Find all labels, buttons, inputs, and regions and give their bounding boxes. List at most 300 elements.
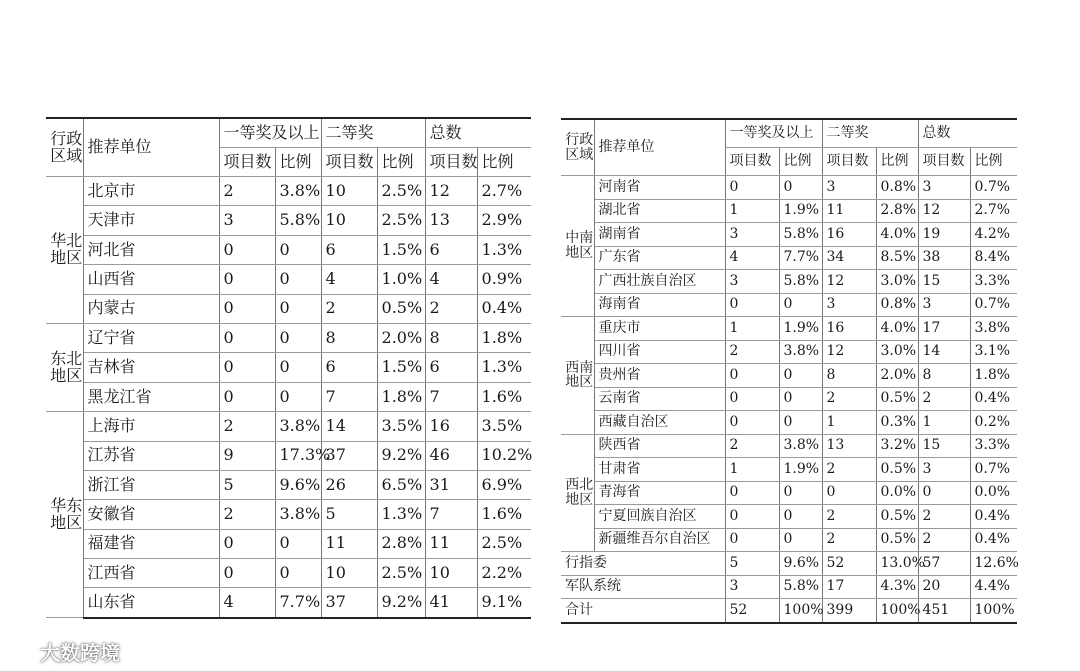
unit-cell: 河北省: [83, 235, 219, 264]
unit-cell: 云南省: [594, 387, 725, 411]
second-count-cell: 0: [822, 481, 876, 505]
total-count-cell: 7: [425, 382, 477, 411]
subheader-ratio: 比例: [876, 148, 918, 176]
first-count-cell: 0: [219, 559, 275, 588]
total-count-cell: 46: [425, 441, 477, 470]
unit-cell: 天津市: [83, 206, 219, 235]
first-ratio-cell: 5.8%: [779, 575, 822, 599]
first-count-cell: 2: [219, 177, 275, 206]
subheader-count: 项目数: [219, 148, 275, 177]
second-ratio-cell: 6.5%: [377, 470, 425, 499]
total-ratio-cell: 0.0%: [970, 481, 1017, 505]
table-row: [561, 223, 1017, 247]
first-count-cell: 2: [219, 500, 275, 529]
unit-cell: 上海市: [83, 412, 219, 441]
total-ratio-cell: 3.3%: [970, 434, 1017, 458]
summary-row: [561, 575, 1017, 599]
second-count-cell: 4: [321, 265, 377, 294]
unit-cell: 湖北省: [594, 199, 725, 223]
region-cell: [46, 177, 83, 324]
unit-cell: 广西壮族自治区: [594, 270, 725, 294]
first-count-cell: 3: [725, 575, 779, 599]
first-ratio-cell: 1.9%: [779, 317, 822, 341]
region-cell: [561, 434, 594, 552]
first-count-cell: 0: [219, 235, 275, 264]
second-count-cell: 2: [822, 505, 876, 529]
first-ratio-cell: 0: [779, 293, 822, 317]
second-ratio-cell: 0.3%: [876, 411, 918, 435]
first-count-cell: 4: [725, 246, 779, 270]
first-count-cell: 0: [219, 323, 275, 352]
second-count-cell: 1: [822, 411, 876, 435]
subheader-ratio: 比例: [275, 148, 321, 177]
table-row: [46, 412, 531, 441]
second-count-cell: 12: [822, 270, 876, 294]
table-row: [561, 317, 1017, 341]
unit-cell: 重庆市: [594, 317, 725, 341]
second-ratio-cell: 8.5%: [876, 246, 918, 270]
first-count-cell: 0: [219, 529, 275, 558]
second-ratio-cell: 1.0%: [377, 265, 425, 294]
first-ratio-cell: 17.3%: [275, 441, 321, 470]
second-count-cell: 8: [321, 323, 377, 352]
second-count-cell: 5: [321, 500, 377, 529]
total-ratio-cell: 1.3%: [477, 353, 531, 382]
unit-cell: 广东省: [594, 246, 725, 270]
total-count-cell: 15: [918, 270, 970, 294]
second-ratio-cell: 1.8%: [377, 382, 425, 411]
unit-cell: 宁夏回族自治区: [594, 505, 725, 529]
unit-cell: 河南省: [594, 176, 725, 200]
total-ratio-cell: 0.2%: [970, 411, 1017, 435]
first-ratio-cell: 7.7%: [779, 246, 822, 270]
total-ratio-cell: 1.6%: [477, 382, 531, 411]
table-row: [561, 481, 1017, 505]
second-count-cell: 399: [822, 599, 876, 623]
table-row: [46, 206, 531, 235]
table-row: [46, 177, 531, 206]
subheader-ratio: 比例: [970, 148, 1017, 176]
second-count-cell: 7: [321, 382, 377, 411]
total-count-cell: 12: [918, 199, 970, 223]
second-ratio-cell: 2.8%: [377, 529, 425, 558]
total-count-cell: 13: [425, 206, 477, 235]
second-count-cell: 3: [822, 176, 876, 200]
total-ratio-cell: 1.8%: [477, 323, 531, 352]
second-count-cell: 6: [321, 353, 377, 382]
region-label: 华北地区: [50, 231, 83, 267]
unit-cell: 福建省: [83, 529, 219, 558]
first-count-cell: 0: [219, 265, 275, 294]
unit-cell: 江苏省: [83, 441, 219, 470]
second-count-cell: 11: [822, 199, 876, 223]
second-ratio-cell: 3.0%: [876, 270, 918, 294]
subheader-count: 项目数: [822, 148, 876, 176]
left-table-body: [46, 118, 531, 618]
first-count-cell: 5: [725, 552, 779, 576]
second-count-cell: 10: [321, 206, 377, 235]
total-count-cell: 12: [425, 177, 477, 206]
table-row: [46, 441, 531, 470]
unit-cell: 山东省: [83, 588, 219, 618]
header-unit: 推荐单位: [83, 118, 219, 177]
first-count-cell: 4: [219, 588, 275, 618]
unit-cell: 合计: [561, 599, 725, 623]
table-row: [46, 265, 531, 294]
first-count-cell: 5: [219, 470, 275, 499]
second-count-cell: 16: [822, 223, 876, 247]
first-ratio-cell: 0: [275, 265, 321, 294]
region-label: 西北地区: [565, 477, 594, 508]
subheader-ratio: 比例: [477, 148, 531, 177]
unit-cell: 山西省: [83, 265, 219, 294]
second-ratio-cell: 2.5%: [377, 559, 425, 588]
total-ratio-cell: 0.9%: [477, 265, 531, 294]
first-count-cell: 3: [725, 223, 779, 247]
header-second-prize: 二等奖: [321, 118, 425, 148]
total-count-cell: 19: [918, 223, 970, 247]
total-count-cell: 8: [425, 323, 477, 352]
second-ratio-cell: 0.0%: [876, 481, 918, 505]
second-count-cell: 3: [822, 293, 876, 317]
unit-cell: 四川省: [594, 340, 725, 364]
total-count-cell: 57: [918, 552, 970, 576]
first-ratio-cell: 3.8%: [779, 434, 822, 458]
table-row: [561, 293, 1017, 317]
second-count-cell: 6: [321, 235, 377, 264]
unit-cell: 陕西省: [594, 434, 725, 458]
total-count-cell: 6: [425, 353, 477, 382]
summary-row: [561, 599, 1017, 623]
second-ratio-cell: 1.3%: [377, 500, 425, 529]
region-cell: [46, 412, 83, 618]
total-ratio-cell: 6.9%: [477, 470, 531, 499]
table-row: [561, 270, 1017, 294]
unit-cell: 军队系统: [561, 575, 725, 599]
first-count-cell: 2: [725, 434, 779, 458]
table-row: [46, 470, 531, 499]
total-count-cell: 3: [918, 176, 970, 200]
first-ratio-cell: 7.7%: [275, 588, 321, 618]
unit-cell: 安徽省: [83, 500, 219, 529]
total-count-cell: 7: [425, 500, 477, 529]
second-ratio-cell: 0.5%: [876, 528, 918, 552]
watermark: [6, 636, 120, 666]
second-ratio-cell: 2.5%: [377, 177, 425, 206]
table-row: [46, 235, 531, 264]
total-count-cell: 17: [918, 317, 970, 341]
first-ratio-cell: 0: [779, 481, 822, 505]
unit-cell: 甘肃省: [594, 458, 725, 482]
subheader-count: 项目数: [725, 148, 779, 176]
first-ratio-cell: 3.8%: [779, 340, 822, 364]
total-count-cell: 3: [918, 293, 970, 317]
table-row: [561, 528, 1017, 552]
total-count-cell: 31: [425, 470, 477, 499]
table-row: [561, 246, 1017, 270]
first-ratio-cell: 0: [275, 382, 321, 411]
unit-cell: 吉林省: [83, 353, 219, 382]
watermark-logo-icon: [6, 639, 36, 663]
unit-cell: 浙江省: [83, 470, 219, 499]
first-count-cell: 1: [725, 199, 779, 223]
total-ratio-cell: 0.7%: [970, 176, 1017, 200]
total-ratio-cell: 2.7%: [477, 177, 531, 206]
total-ratio-cell: 3.8%: [970, 317, 1017, 341]
total-ratio-cell: 8.4%: [970, 246, 1017, 270]
second-ratio-cell: 0.5%: [377, 294, 425, 323]
second-ratio-cell: 3.0%: [876, 340, 918, 364]
total-ratio-cell: 0.4%: [970, 505, 1017, 529]
first-count-cell: 0: [219, 353, 275, 382]
second-ratio-cell: 4.3%: [876, 575, 918, 599]
header-total: 总数: [425, 118, 531, 148]
total-count-cell: 4: [425, 265, 477, 294]
first-ratio-cell: 5.8%: [779, 223, 822, 247]
first-ratio-cell: 0: [779, 387, 822, 411]
unit-cell: 西藏自治区: [594, 411, 725, 435]
second-ratio-cell: 2.5%: [377, 206, 425, 235]
first-ratio-cell: 5.8%: [779, 270, 822, 294]
first-ratio-cell: 0: [779, 528, 822, 552]
table-row: [561, 176, 1017, 200]
unit-cell: 行指委: [561, 552, 725, 576]
header-region: 行政区域: [46, 118, 83, 177]
total-ratio-cell: 1.3%: [477, 235, 531, 264]
unit-cell: 青海省: [594, 481, 725, 505]
total-count-cell: 41: [425, 588, 477, 618]
second-count-cell: 2: [822, 528, 876, 552]
unit-cell: 内蒙古: [83, 294, 219, 323]
total-ratio-cell: 12.6%: [970, 552, 1017, 576]
first-count-cell: 3: [219, 206, 275, 235]
first-ratio-cell: 100%: [779, 599, 822, 623]
first-count-cell: 2: [219, 412, 275, 441]
table-row: [561, 387, 1017, 411]
subheader-count: 项目数: [321, 148, 377, 177]
first-ratio-cell: 1.9%: [779, 458, 822, 482]
first-count-cell: 2: [725, 340, 779, 364]
first-ratio-cell: 3.8%: [275, 412, 321, 441]
unit-cell: 贵州省: [594, 364, 725, 388]
table-row: [46, 382, 531, 411]
second-ratio-cell: 0.8%: [876, 176, 918, 200]
table-row: [561, 364, 1017, 388]
total-count-cell: 6: [425, 235, 477, 264]
second-count-cell: 16: [822, 317, 876, 341]
second-ratio-cell: 100%: [876, 599, 918, 623]
summary-row: [561, 552, 1017, 576]
right-table-body: [561, 119, 1017, 623]
header-total: 总数: [918, 119, 1017, 148]
first-count-cell: 0: [725, 364, 779, 388]
total-ratio-cell: 0.4%: [477, 294, 531, 323]
total-ratio-cell: 0.4%: [970, 387, 1017, 411]
first-ratio-cell: 0: [275, 235, 321, 264]
second-ratio-cell: 9.2%: [377, 588, 425, 618]
second-count-cell: 52: [822, 552, 876, 576]
first-ratio-cell: 1.9%: [779, 199, 822, 223]
total-count-cell: 11: [425, 529, 477, 558]
second-count-cell: 10: [321, 559, 377, 588]
first-ratio-cell: 0: [275, 323, 321, 352]
first-ratio-cell: 0: [779, 505, 822, 529]
total-count-cell: 2: [918, 387, 970, 411]
first-count-cell: 1: [725, 458, 779, 482]
total-ratio-cell: 9.1%: [477, 588, 531, 618]
subheader-count: 项目数: [918, 148, 970, 176]
second-count-cell: 13: [822, 434, 876, 458]
header-second-prize: 二等奖: [822, 119, 918, 148]
total-count-cell: 2: [918, 528, 970, 552]
total-count-cell: 10: [425, 559, 477, 588]
first-ratio-cell: 0: [275, 529, 321, 558]
second-count-cell: 37: [321, 441, 377, 470]
second-ratio-cell: 4.0%: [876, 317, 918, 341]
total-ratio-cell: 0.7%: [970, 458, 1017, 482]
region-label: 华东地区: [50, 495, 83, 532]
total-ratio-cell: 3.3%: [970, 270, 1017, 294]
region-label: 中南地区: [565, 230, 594, 261]
second-count-cell: 2: [822, 458, 876, 482]
total-count-cell: 16: [425, 412, 477, 441]
second-count-cell: 17: [822, 575, 876, 599]
second-ratio-cell: 4.0%: [876, 223, 918, 247]
region-cell: [46, 323, 83, 411]
total-count-cell: 2: [918, 505, 970, 529]
header-row: [46, 118, 531, 148]
table-row: [561, 505, 1017, 529]
total-ratio-cell: 100%: [970, 599, 1017, 623]
region-cell: [561, 317, 594, 435]
first-ratio-cell: 3.8%: [275, 500, 321, 529]
total-count-cell: 3: [918, 458, 970, 482]
first-count-cell: 0: [725, 481, 779, 505]
first-ratio-cell: 0: [779, 364, 822, 388]
second-ratio-cell: 0.5%: [876, 505, 918, 529]
header-row: [561, 119, 1017, 148]
region-label: 东北地区: [50, 348, 83, 385]
first-ratio-cell: 3.8%: [275, 177, 321, 206]
second-ratio-cell: 1.5%: [377, 235, 425, 264]
total-count-cell: 0: [918, 481, 970, 505]
region-cell: [561, 176, 594, 317]
second-ratio-cell: 3.2%: [876, 434, 918, 458]
table-row: [561, 458, 1017, 482]
header-region: 行政区域: [561, 119, 594, 176]
first-ratio-cell: 9.6%: [779, 552, 822, 576]
second-count-cell: 26: [321, 470, 377, 499]
subheader-ratio: 比例: [779, 148, 822, 176]
total-ratio-cell: 1.8%: [970, 364, 1017, 388]
total-ratio-cell: 0.4%: [970, 528, 1017, 552]
total-count-cell: 2: [425, 294, 477, 323]
subheader-count: 项目数: [425, 148, 477, 177]
second-count-cell: 2: [321, 294, 377, 323]
total-count-cell: 8: [918, 364, 970, 388]
total-ratio-cell: 4.2%: [970, 223, 1017, 247]
region-label: 西南地区: [565, 359, 594, 391]
first-ratio-cell: 0: [779, 411, 822, 435]
first-ratio-cell: 0: [779, 176, 822, 200]
first-count-cell: 0: [219, 294, 275, 323]
total-ratio-cell: 3.5%: [477, 412, 531, 441]
total-ratio-cell: 3.1%: [970, 340, 1017, 364]
total-count-cell: 451: [918, 599, 970, 623]
total-ratio-cell: 0.7%: [970, 293, 1017, 317]
total-count-cell: 20: [918, 575, 970, 599]
first-ratio-cell: 0: [275, 294, 321, 323]
total-ratio-cell: 1.6%: [477, 500, 531, 529]
second-count-cell: 34: [822, 246, 876, 270]
first-count-cell: 3: [725, 270, 779, 294]
total-ratio-cell: 2.9%: [477, 206, 531, 235]
first-count-cell: 0: [725, 411, 779, 435]
table-row: [561, 411, 1017, 435]
second-ratio-cell: 0.8%: [876, 293, 918, 317]
subheader-ratio: 比例: [377, 148, 425, 177]
table-row: [46, 294, 531, 323]
total-ratio-cell: 2.7%: [970, 199, 1017, 223]
unit-cell: 湖南省: [594, 223, 725, 247]
total-count-cell: 14: [918, 340, 970, 364]
table-row: [561, 199, 1017, 223]
total-ratio-cell: 2.2%: [477, 559, 531, 588]
second-count-cell: 37: [321, 588, 377, 618]
first-count-cell: 0: [725, 387, 779, 411]
table-row: [46, 500, 531, 529]
table-row: [46, 588, 531, 618]
first-count-cell: 0: [219, 382, 275, 411]
second-ratio-cell: 1.5%: [377, 353, 425, 382]
first-count-cell: 0: [725, 293, 779, 317]
table-row: [46, 323, 531, 352]
header-first-prize: 一等奖及以上: [219, 118, 321, 148]
second-count-cell: 12: [822, 340, 876, 364]
first-count-cell: 52: [725, 599, 779, 623]
unit-cell: 海南省: [594, 293, 725, 317]
total-count-cell: 38: [918, 246, 970, 270]
first-ratio-cell: 9.6%: [275, 470, 321, 499]
first-ratio-cell: 5.8%: [275, 206, 321, 235]
total-count-cell: 15: [918, 434, 970, 458]
second-count-cell: 2: [822, 387, 876, 411]
second-ratio-cell: 3.5%: [377, 412, 425, 441]
second-ratio-cell: 13.0%: [876, 552, 918, 576]
table-row: [561, 434, 1017, 458]
first-ratio-cell: 0: [275, 353, 321, 382]
table-row: [46, 529, 531, 558]
first-count-cell: 0: [725, 528, 779, 552]
second-ratio-cell: 0.5%: [876, 387, 918, 411]
first-count-cell: 1: [725, 317, 779, 341]
watermark-text: 大数跨境: [40, 640, 120, 665]
second-ratio-cell: 2.0%: [377, 323, 425, 352]
second-count-cell: 10: [321, 177, 377, 206]
second-count-cell: 11: [321, 529, 377, 558]
unit-cell: 新疆维吾尔自治区: [594, 528, 725, 552]
total-ratio-cell: 4.4%: [970, 575, 1017, 599]
second-ratio-cell: 2.8%: [876, 199, 918, 223]
unit-cell: 黑龙江省: [83, 382, 219, 411]
table-row: [46, 559, 531, 588]
header-unit: 推荐单位: [594, 119, 725, 176]
first-count-cell: 0: [725, 505, 779, 529]
table-row: [561, 340, 1017, 364]
second-ratio-cell: 0.5%: [876, 458, 918, 482]
first-count-cell: 0: [725, 176, 779, 200]
total-count-cell: 1: [918, 411, 970, 435]
